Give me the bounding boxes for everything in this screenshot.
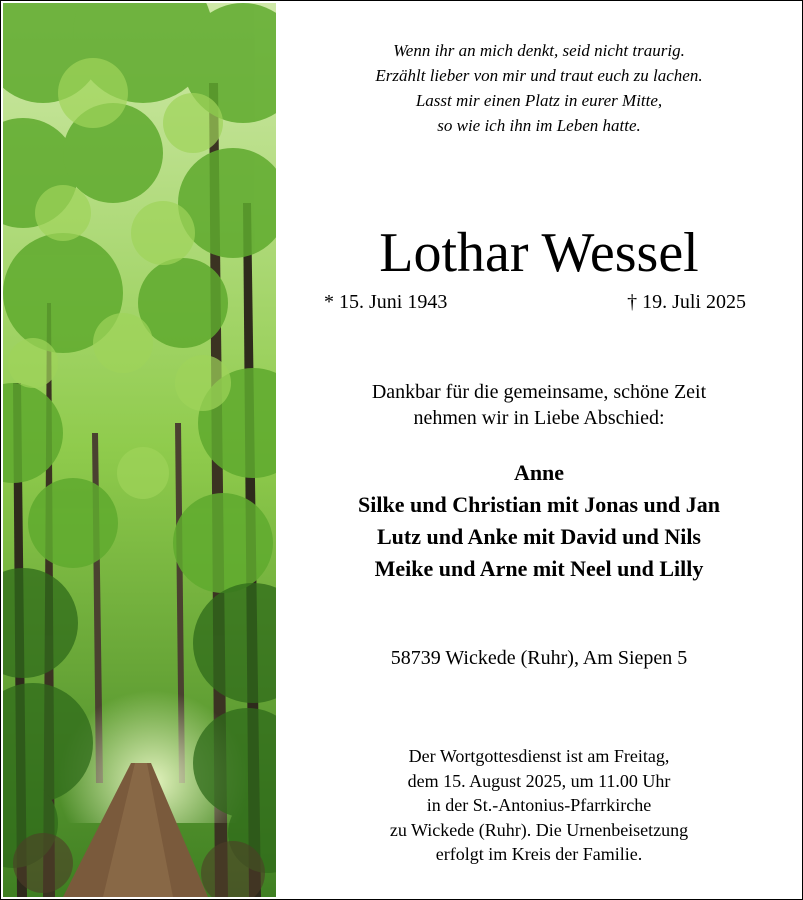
birth-date: * 15. Juni 1943 [324,291,448,313]
service-info [276,744,802,867]
poem-line: Lasst mir einen Platz in eurer Mitte, [415,91,663,110]
poem-line: Wenn ihr an mich denkt, seid nicht traurig. [393,41,685,60]
notice-text-column [276,1,802,899]
poem [276,38,802,138]
deceased-name: Lothar Wessel [379,222,699,284]
poem-line: Erzählt lieber von mir und traut euch zu lachen. [375,66,703,85]
address: 58739 Wickede (Ruhr), Am Siepen 5 [390,647,688,669]
mourner-line: Anne [513,460,565,485]
service-line: zu Wickede (Ruhr). Die Urnenbeisetzung [389,819,689,840]
life-dates [324,289,746,315]
mourner-line: Silke und Christian mit Jonas und Jan [358,492,720,517]
service-line: Der Wortgottesdienst ist am Freitag, [408,746,670,766]
mourners-list [276,457,802,585]
service-line: erfolgt im Kreis der Familie. [435,844,643,864]
death-date: † 19. Juli 2025 [627,291,746,313]
poem-line: so wie ich ihn im Leben hatte. [437,116,641,135]
service-line: dem 15. August 2025, um 11.00 Uhr [407,770,671,791]
service-line: in der St.-Antonius-Pfarrkirche [426,795,652,815]
intro-line: Dankbar für die gemeinsame, schöne Zeit [371,381,707,403]
mourner-line: Lutz und Anke mit David und Nils [377,524,701,549]
forest-path-photo [3,3,276,897]
mourner-line: Meike und Arne mit Neel und Lilly [374,556,704,581]
farewell-intro [276,379,802,431]
intro-line: nehmen wir in Liebe Abschied: [413,407,665,429]
